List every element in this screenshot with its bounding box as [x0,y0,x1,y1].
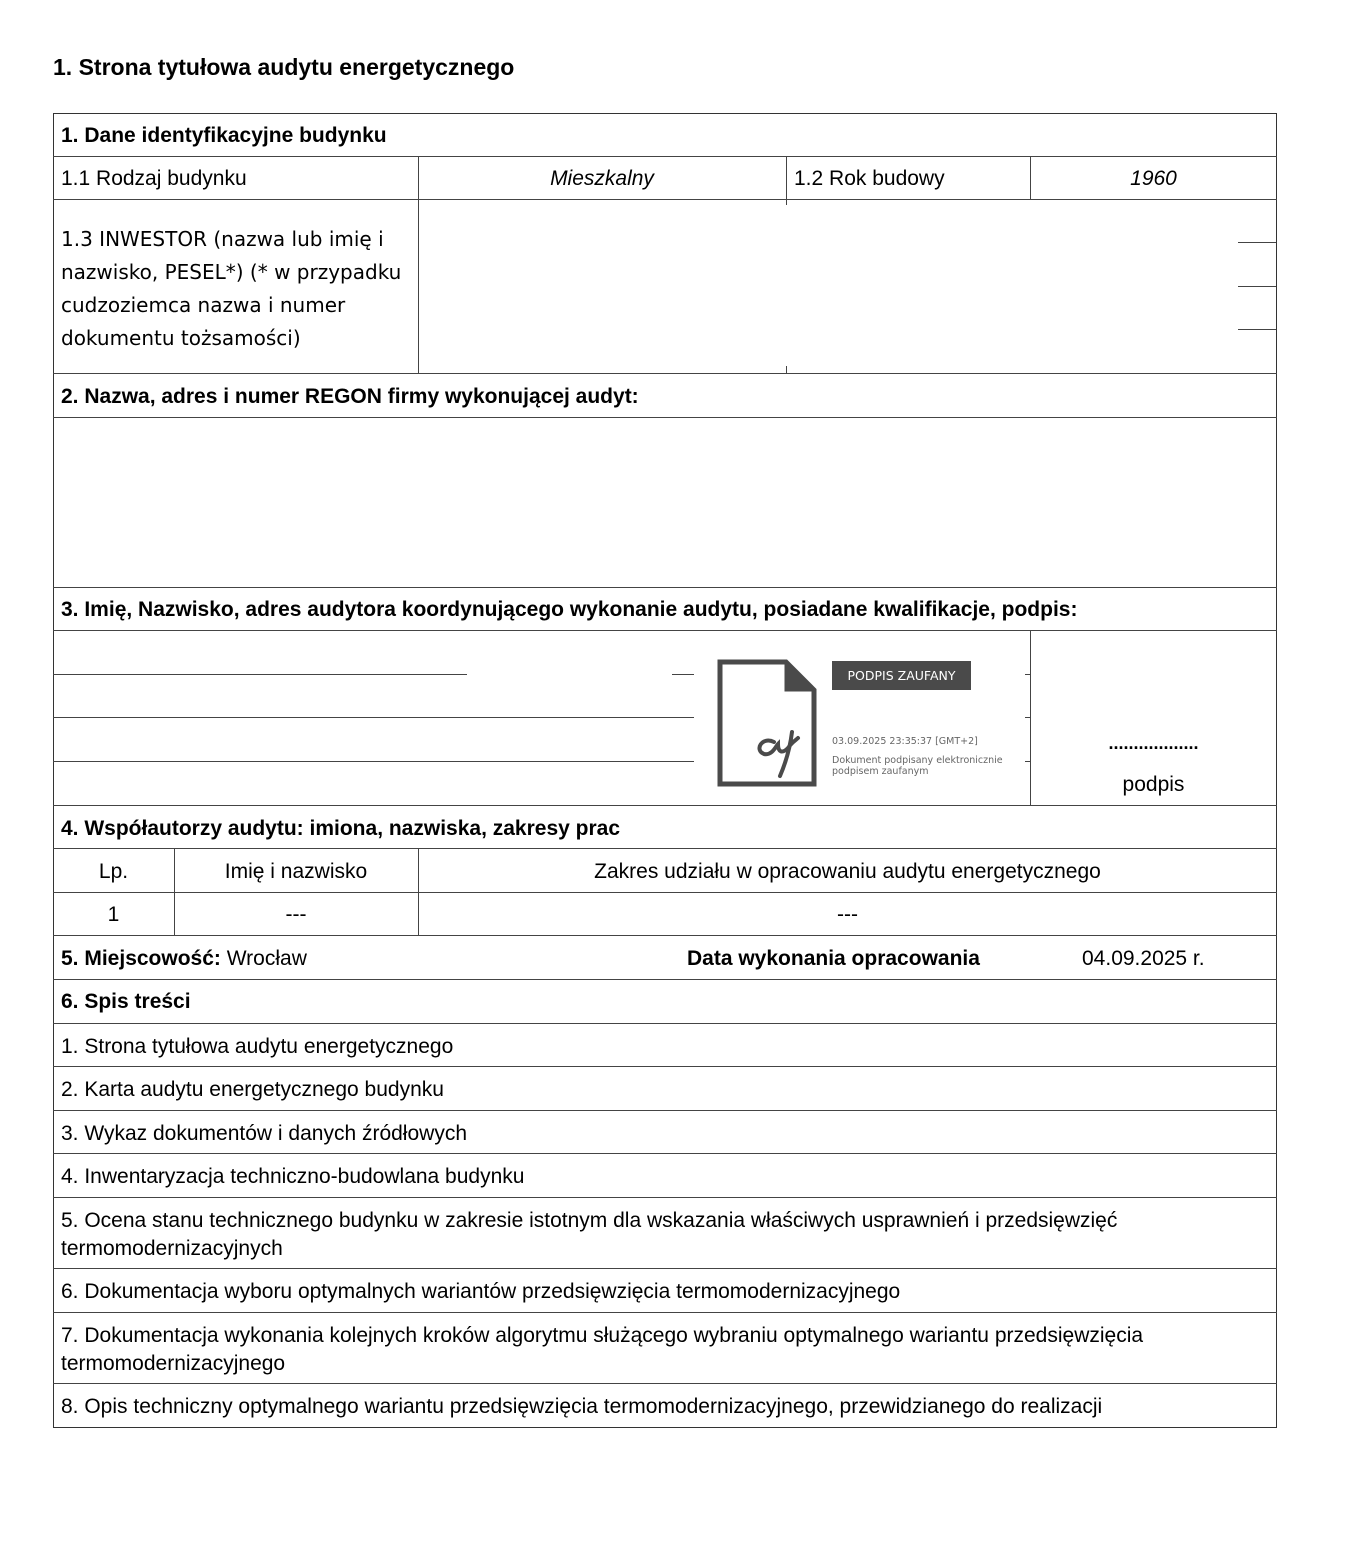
toc-item: 7. Dokumentacja wykonania kolejnych kroków algorytmu służącego wybraniu optymalnego wariantu przedsięwzięcia termomodernizacyjnego [61,1324,1144,1375]
signature-note-line2: podpisem zaufanym [832,766,929,777]
divider [1025,761,1031,762]
signature-label: podpis [1122,773,1185,796]
column-header-lp: Lp. [98,860,129,883]
divider [53,630,1277,631]
column-header-name: Imię i nazwisko [224,860,368,883]
divider [53,1110,1277,1111]
divider [418,199,419,373]
toc-item: 2. Karta audytu energetycznego budynku [61,1078,444,1101]
rodzaj-label: 1.1 Rodzaj budynku [61,167,247,190]
divider [1025,674,1031,675]
date-value: 04.09.2025 r. [1082,947,1205,970]
location-label: 5. Miejscowość: [61,947,221,970]
toc-item: 5. Ocena stanu technicznego budynku w zakresie istotnym dla wskazania właściwych usprawnień i przedsięwzięć termomodernizacyjnych [61,1209,1118,1260]
section4-header: 4. Współautorzy audytu: imiona, nazwiska, zakresy prac [61,817,621,840]
divider [786,366,787,373]
signature-note-line1: Dokument podpisany elektronicznie [832,755,1003,766]
divider [53,935,1277,936]
divider [53,1153,1277,1154]
divider [53,674,467,675]
divider [53,848,1277,849]
table-cell: --- [285,903,307,926]
toc-item: 3. Wykaz dokumentów i danych źródłowych [61,1122,467,1145]
section2-header: 2. Nazwa, adres i numer REGON firmy wykonującej audyt: [61,385,639,408]
divider [786,156,787,205]
divider [53,199,1277,200]
divider [1025,717,1031,718]
divider [53,587,1277,588]
divider [53,805,1277,806]
table-cell: 1 [107,903,120,926]
divider [53,1312,1277,1313]
page-title: 1. Strona tytułowa audytu energetycznego [53,54,515,80]
divider [53,761,694,762]
divider [1238,329,1276,330]
divider [53,373,1277,374]
divider [53,1268,1277,1269]
divider [53,979,1277,980]
location-row [61,945,307,973]
toc-item: 8. Opis techniczny optymalnego wariantu przedsięwzięcia termomodernizacyjnego, przewidzianego do realizacji [61,1395,1103,1418]
divider [672,674,694,675]
toc-item: 4. Inwentaryzacja techniczno-budowlana budynku [61,1165,525,1188]
rok-value: 1960 [1130,167,1177,190]
inwestor-label: 1.3 INWESTOR (nazwa lub imię i nazwisko, PESEL*) (* w przypadku cudzoziemca nazwa i numer dokumentu tożsamości) [61,227,402,350]
location-value: Wrocław [226,947,307,970]
section3-header: 3. Imię, Nazwisko, adres audytora koordynującego wykonanie audytu, posiadane kwalifikacje, podpis: [61,598,1078,621]
signed-document-icon [716,658,820,788]
signature-badge: PODPIS ZAUFANY [832,661,971,690]
divider [53,717,694,718]
column-header-scope: Zakres udziału w opracowaniu audytu energetycznego [594,860,1101,883]
divider [53,1197,1277,1198]
divider [53,1383,1277,1384]
signature-datetime: 03.09.2025 23:35:37 [GMT+2] [832,736,978,747]
rok-label: 1.2 Rok budowy [794,167,945,190]
divider [1238,242,1276,243]
divider [1238,286,1276,287]
rodzaj-value: Mieszkalny [550,167,654,190]
signature-dots: .................. [1108,733,1199,753]
divider [53,1066,1277,1067]
divider [53,156,1277,157]
toc-item: 6. Dokumentacja wyboru optymalnych wariantów przedsięwzięcia termomodernizacyjnego [61,1280,901,1303]
date-label: Data wykonania opracowania [687,947,980,970]
divider [53,1023,1277,1024]
section6-header: 6. Spis treści [61,990,191,1013]
divider [53,417,1277,418]
divider [53,892,1277,893]
toc-item: 1. Strona tytułowa audytu energetycznego [61,1035,454,1058]
section1-header: 1. Dane identyfikacyjne budynku [61,124,387,147]
table-cell: --- [837,903,858,926]
